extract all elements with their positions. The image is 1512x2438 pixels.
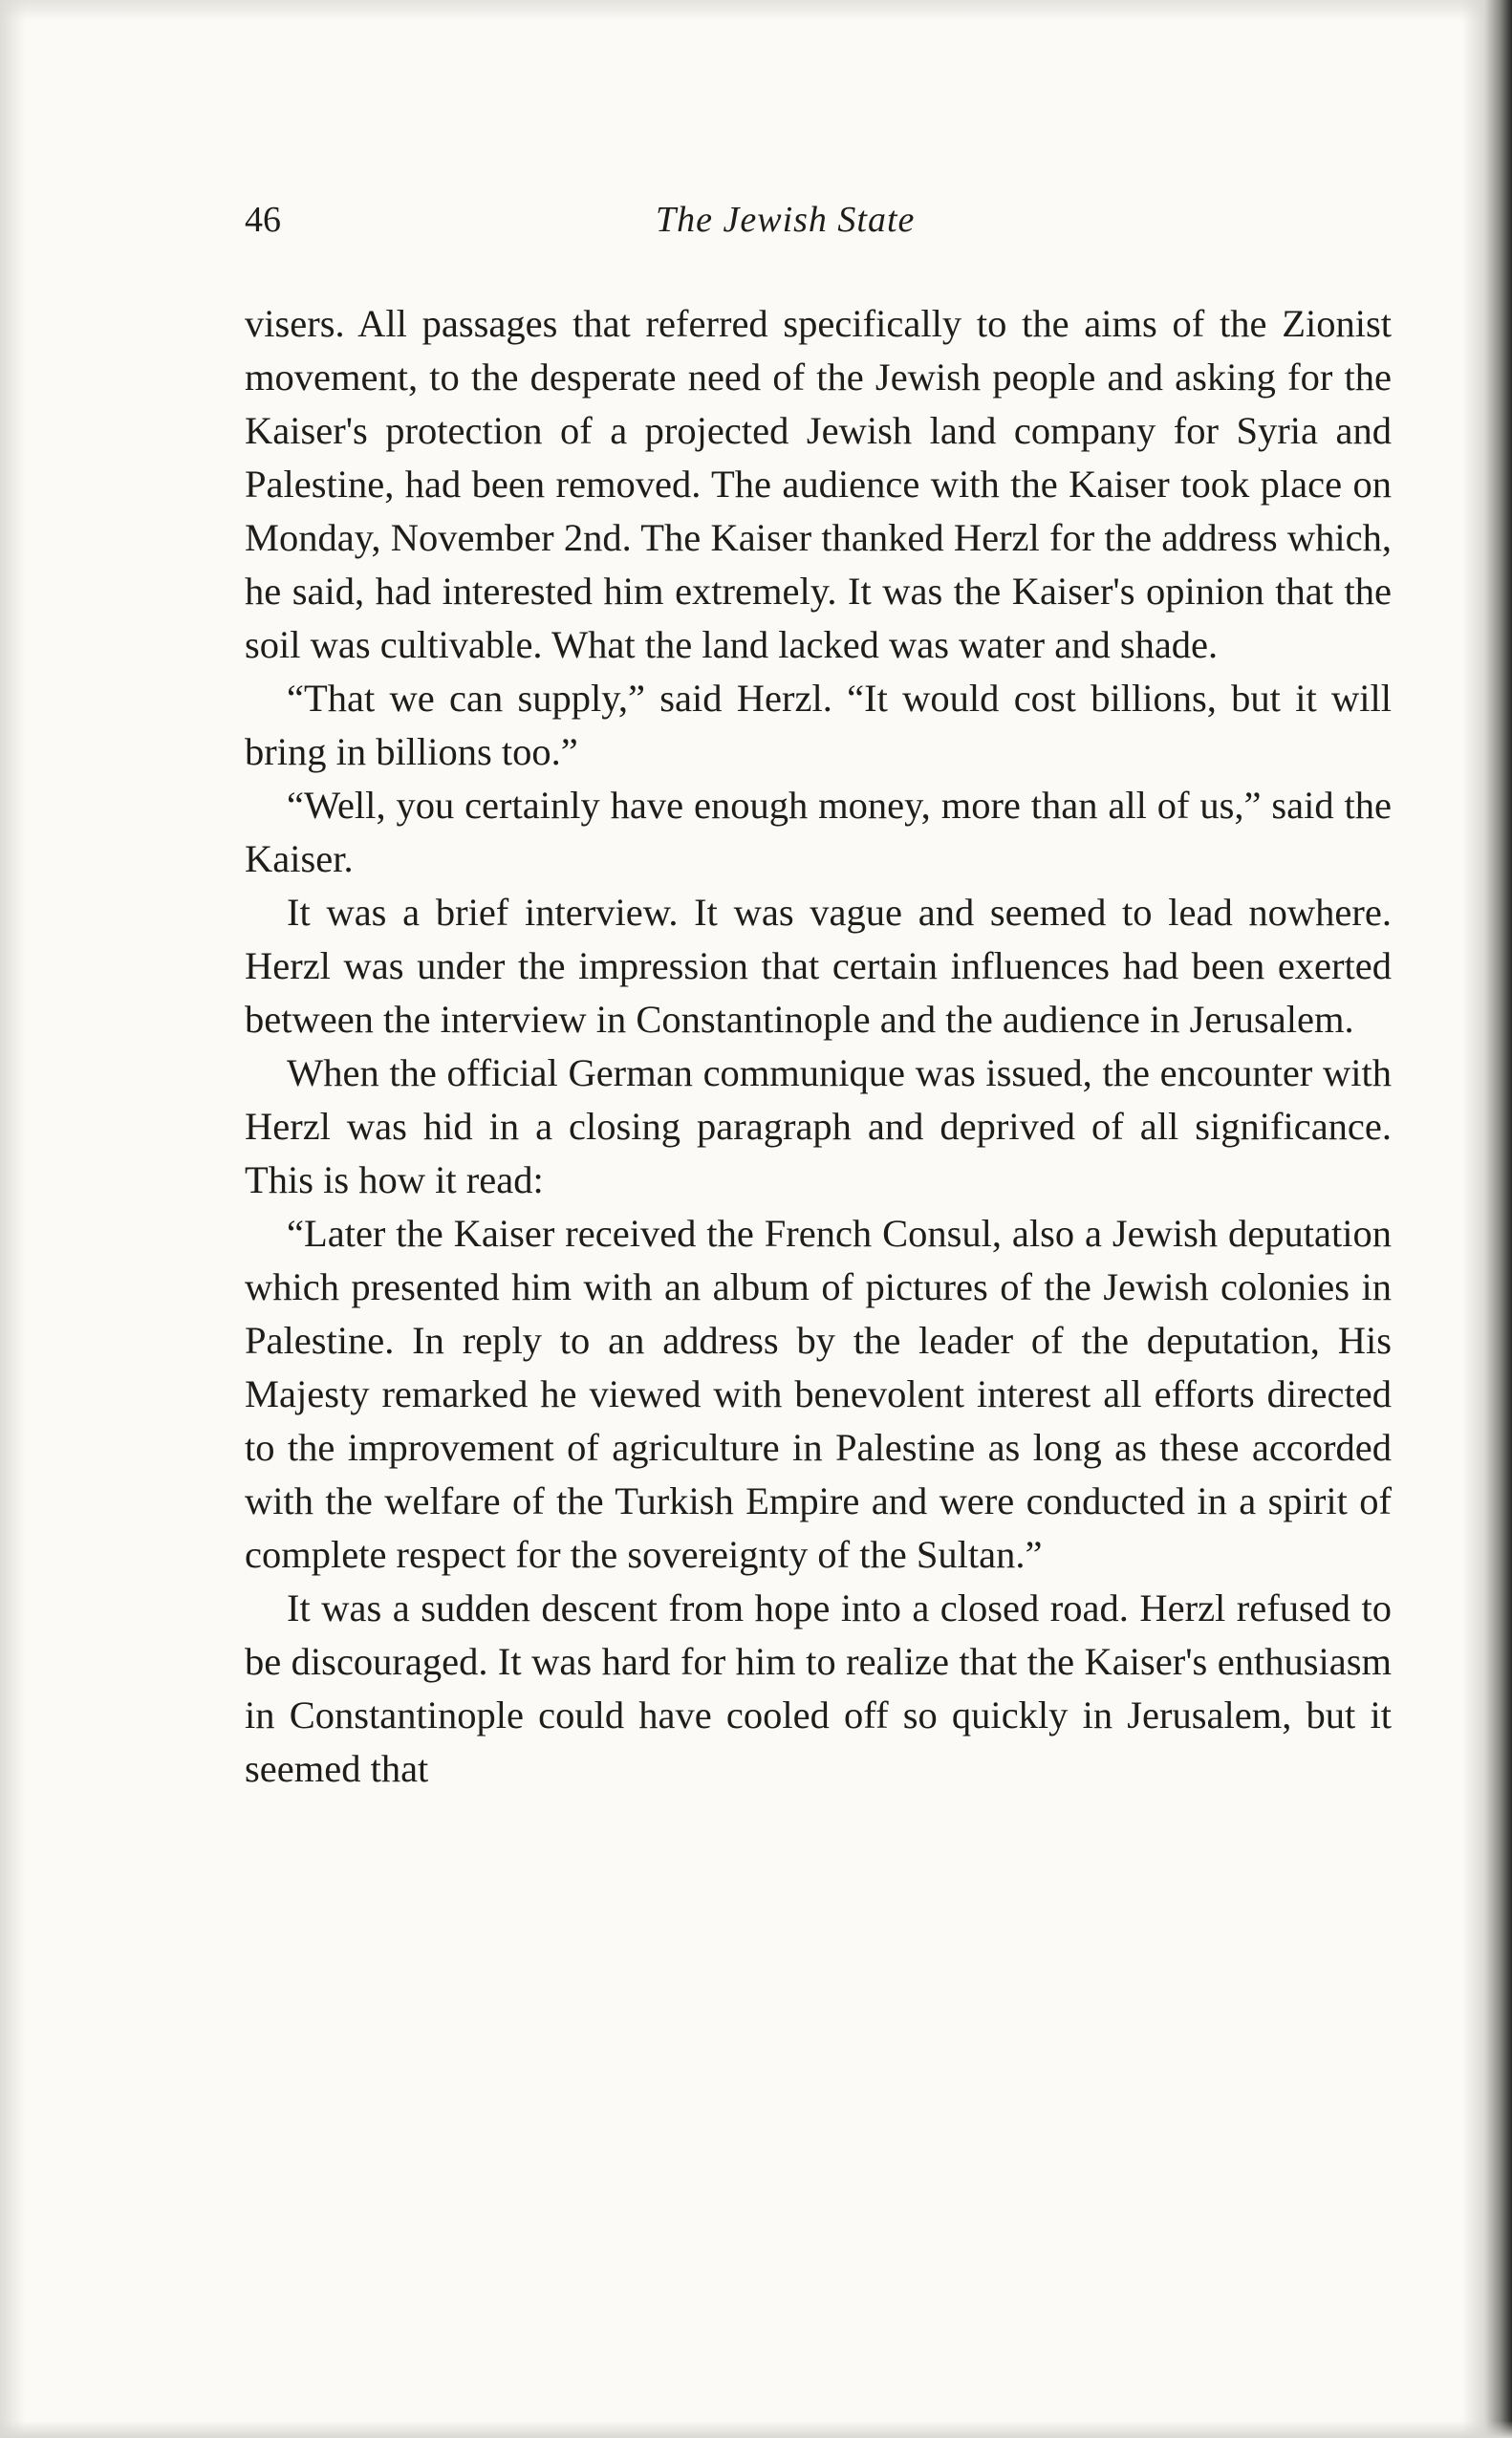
paragraph-1: visers. All passages that referred specifically to the aims of the Zionist movement, to the desperate need of the Jewish people and asking for the Kaiser's protection of a projected Jewish land company for Syria and Palestine, had been removed. The audience with the Kaiser took place on Monday, November 2nd. The Kaiser thanked Herzl for the address which, he said, had interested him extremely. It was the Kaiser's opinion that the soil was cultivable. What the land lacked was water and shade. [245, 302, 1392, 666]
page-top-shadow [0, 0, 1512, 21]
page-left-shadow [0, 0, 25, 2438]
paragraph-5: When the official German communique was issued, the encounter with Herzl was hid in a closing paragraph and deprived of all significance. This is how it read: [245, 1051, 1392, 1201]
page-number: 46 [245, 200, 281, 240]
page-binding-edge [1462, 0, 1512, 2438]
paragraph-6: “Later the Kaiser received the French Consul, also a Jewish deputation which presented him with an album of pictures of the Jewish colonies in Palestine. In reply to an address by the leader of the deputation, His Majesty remarked he viewed with benevolent interest all efforts directed to the improvement of agriculture in Palestine as long as these accorded with the welfare of the Turkish Empire and were conducted in a spirit of complete respect for the sovereignty of the Sultan.” [245, 1212, 1392, 1576]
paragraph-4: It was a brief interview. It was vague and seemed to lead nowhere. Herzl was under the impression that certain influences had been exerted between the interview in Constantinople and the audience in Jerusalem. [245, 891, 1392, 1041]
body-text [245, 297, 1392, 1796]
page-bottom-shadow [0, 2421, 1512, 2438]
running-title: The Jewish State [656, 200, 916, 240]
running-head [245, 191, 1392, 248]
paragraph-2: “That we can supply,” said Herzl. “It would cost billions, but it will bring in billions too.” [245, 677, 1392, 773]
paragraph-7: It was a sudden descent from hope into a closed road. Herzl refused to be discouraged. It was hard for him to realize that the Kaiser's enthusiasm in Constantinople could have cooled off so quickly in Jerusalem, but it seemed that [245, 1586, 1392, 1790]
paragraph-3: “Well, you certainly have enough money, more than all of us,” said the Kaiser. [245, 784, 1392, 880]
